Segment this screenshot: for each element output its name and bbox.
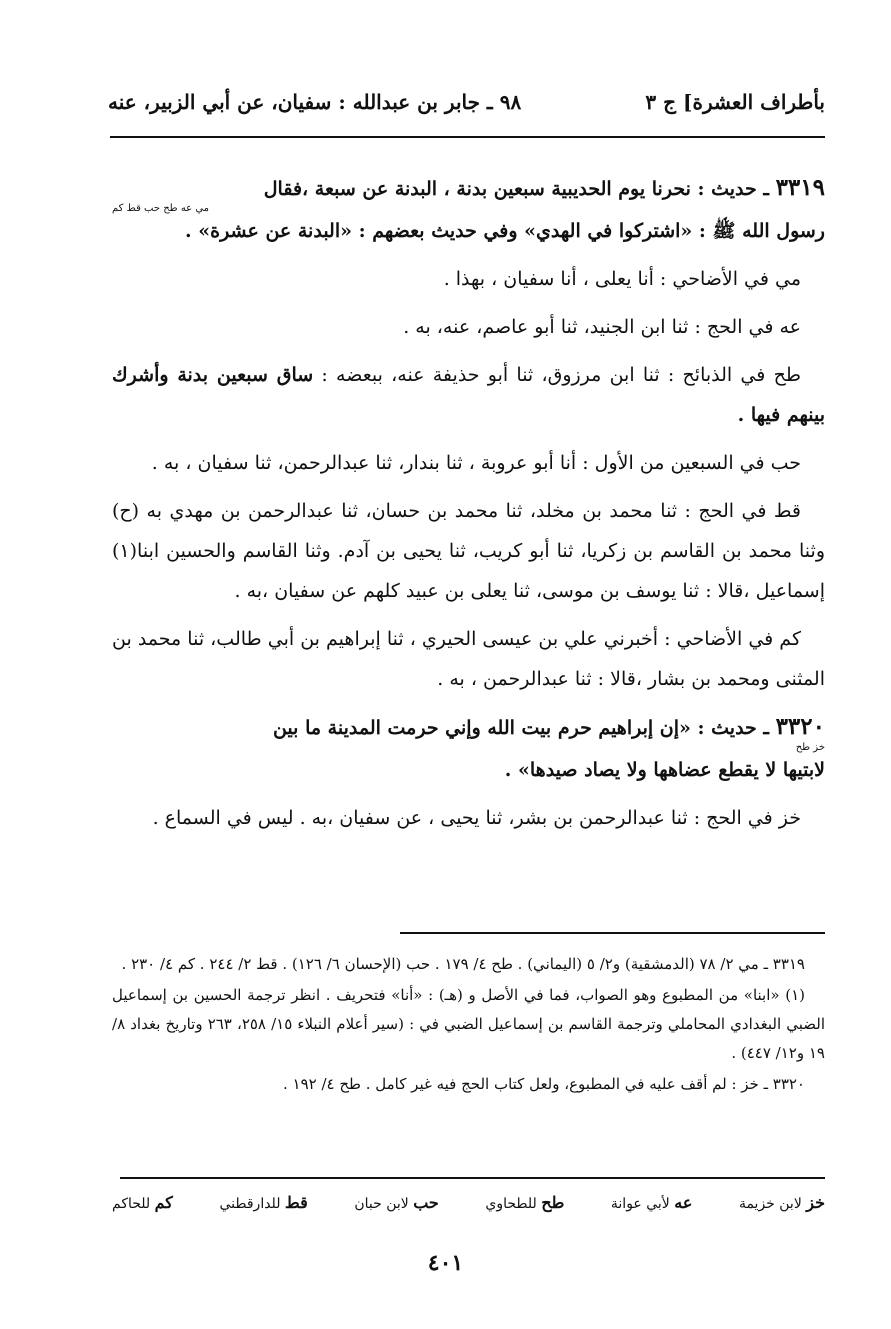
header-divider: [110, 136, 825, 138]
abbreviation-name: للطحاوي: [485, 1196, 537, 1212]
abbreviation-name: لأبي عوانة: [610, 1196, 670, 1212]
footnote: ٣٣٢٠ ـ خز : لم أقف عليه في المطبوع، ولعل كتاب الحج فيه غير كامل . طح ٤/ ١٩٢ .: [282, 1075, 805, 1093]
header-book-title: بأطراف العشرة] ج ٣: [645, 90, 825, 114]
isnad-text: طح في الذبائح : ثنا ابن مرزوق، ثنا أبو حذيفة عنه، ببعضه :: [313, 364, 801, 386]
hadith-number: ٣٣١٩: [775, 174, 825, 201]
hadith-3319-continuation: رسول الله ﷺ : «اشتركوا في الهدي» وفي حديث بعضهم : «البدنة عن عشرة» .: [185, 220, 825, 242]
abbreviation-item: [112, 1193, 173, 1212]
isnad-text: حب في السبعين من الأول : أنا أبو عروبة ، ثنا بندار، ثنا عبدالرحمن، ثنا سفيان ، به .: [151, 452, 801, 474]
footnotes: [112, 950, 825, 1101]
header-chapter-title: ٩٨ ـ جابر بن عبدالله : سفيان، عن أبي الزبير، عنه: [108, 90, 522, 114]
abbreviation-code: كم: [154, 1193, 173, 1212]
footnote: ٣٣١٩ ـ مي ٢/ ٧٨ (الدمشقية) و٢/ ٥ (اليماني) . طح ٤/ ١٧٩ . حب (الإحسان ٦/ ١٢٦) . قط ٢/ ٢٤٤ . كم ٤/ ٢٣٠ .: [121, 955, 805, 973]
abbreviation-item: [354, 1193, 438, 1212]
isnad-paragraph: [112, 491, 825, 611]
isnad-paragraph: [112, 443, 825, 483]
abbreviation-code: خز: [806, 1193, 825, 1212]
running-header: [108, 82, 825, 122]
abbreviation-item: [739, 1193, 825, 1212]
matn-excerpt: ساق سبعين بدنة وأشرك بينهم فيها .: [112, 364, 825, 426]
isnad-text: قط في الحج : ثنا محمد بن مخلد، ثنا محمد بن حسان، ثنا عبدالرحمن بن مهدي به (ح) وثنا محمد بن القاسم بن زكريا، ثنا أبو كريب، ثنا يحيى بن آدم. وثنا القاسم والحسين ابنا(١) إسماعيل ،قالا : ثنا يوسف بن موسى، ثنا يعلى بن عبيد كلهم عن سفيان ،به .: [112, 500, 825, 602]
hadith-text: ـ حديث : نحرنا يوم الحديبية سبعين بدنة ، البدنة عن سبعة ،فقال: [263, 178, 776, 200]
abbreviation-item: [219, 1193, 307, 1212]
isnad-paragraph: [112, 619, 825, 699]
isnad-text: عه في الحج : ثنا ابن الجنيد، ثنا أبو عاصم، عنه، به .: [403, 316, 801, 338]
abbreviation-item: [611, 1193, 692, 1212]
hadith-sigla: خز طح: [795, 742, 825, 753]
abbreviations-divider: [120, 1177, 825, 1179]
page-number: ٤٠١: [427, 1250, 464, 1276]
hadith-number: ٣٣٢٠: [775, 713, 825, 740]
footnote-divider: [400, 932, 825, 934]
isnad-paragraph: [112, 307, 825, 347]
hadith-3320-continuation: لابتيها لا يقطع عضاهها ولا يصاد صيدها» .: [504, 759, 825, 781]
abbreviations-key: [112, 1193, 825, 1212]
isnad-paragraph: [112, 355, 825, 435]
abbreviation-code: طح: [541, 1193, 565, 1212]
abbreviation-name: لابن حبان: [354, 1196, 409, 1212]
abbreviation-name: للدارقطني: [219, 1196, 281, 1212]
abbreviation-name: لابن خزيمة: [738, 1196, 802, 1212]
isnad-paragraph: [112, 259, 825, 299]
hadith-sigla: مي عه طح حب قط كم: [112, 203, 210, 214]
abbreviation-code: قط: [284, 1193, 308, 1212]
isnad-text: خز في الحج : ثنا عبدالرحمن بن بشر، ثنا يحيى ، عن سفيان ،به . ليس في السماع .: [152, 807, 801, 829]
abbreviation-item: [485, 1193, 564, 1212]
isnad-text: كم في الأضاحي : أخبرني علي بن عيسى الحيري ، ثنا إبراهيم بن أبي طالب، ثنا محمد بن المثنى ومحمد بن بشار ،قالا : ثنا عبدالرحمن ، به .: [112, 628, 825, 690]
footnote: (١) «ابنا» من المطبوع وهو الصواب، فما في الأصل و (هـ) : «أنا» فتحريف . انظر ترجمة الحسين بن إسماعيل الضبي البغدادي المحاملي وترجمة القاسم بن إسماعيل الضبي في : (سير أعلام النبلاء ١٥/ ٢٥٨، ٢٦٣ وتاريخ بغداد ٨/ ١٩ و١٢/ ٤٤٧) .: [112, 986, 826, 1062]
hadith-text: ـ حديث : «إن إبراهيم حرم بيت الله وإني حرمت المدينة ما بين: [272, 717, 776, 739]
abbreviation-name: للحاكم: [112, 1196, 151, 1212]
abbreviation-code: حب: [413, 1193, 439, 1212]
isnad-paragraph: [112, 798, 825, 838]
abbreviation-code: عه: [674, 1193, 693, 1212]
main-text: [112, 168, 825, 846]
isnad-text: مي في الأضاحي : أنا يعلى ، أنا سفيان ، بهذا .: [443, 268, 801, 290]
